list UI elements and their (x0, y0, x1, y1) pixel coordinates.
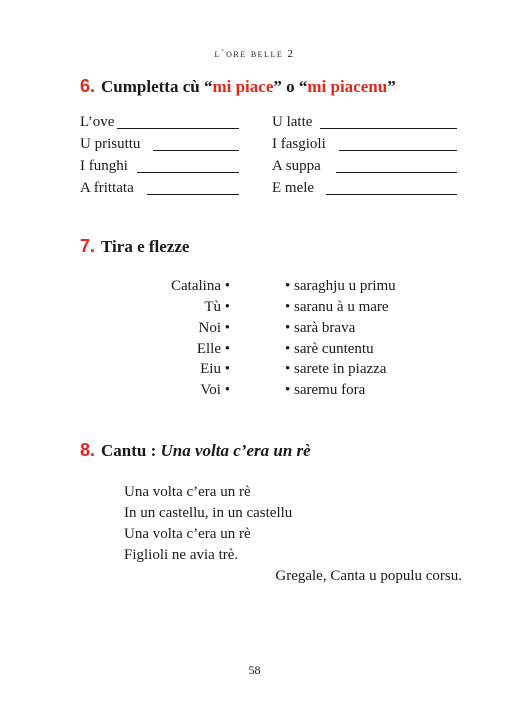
exercise-6-right-item: I fasgioli (272, 136, 326, 152)
exercise-6-right-item: E mele (272, 180, 315, 196)
bullet: • (285, 278, 291, 294)
match-left-item[interactable]: Voi • (200, 382, 230, 398)
exercise-8-title-text: Cantu : (101, 441, 161, 460)
song-line: Una volta c’era un rè (124, 484, 251, 500)
exercise-6-title (80, 76, 396, 97)
song-credit: Gregale, Canta u populu corsu. (275, 568, 462, 584)
exercise-6-title-post: ” (387, 77, 396, 96)
exercise-6-left-item: I funghi (80, 158, 128, 174)
blank-line[interactable] (326, 194, 457, 195)
bullet: • (285, 361, 291, 377)
exercise-7-title (80, 236, 189, 257)
bullet: • (224, 320, 230, 336)
match-right-item[interactable]: • sarè cuntentu (285, 341, 374, 357)
exercise-6-right-item: A suppa (272, 158, 321, 174)
match-right-item[interactable]: • sarà brava (285, 320, 356, 336)
bullet: • (285, 382, 291, 398)
exercise-7-title-text: Tira e flezze (101, 237, 190, 256)
running-header: l´ore belle 2 (214, 48, 295, 60)
blank-line[interactable] (117, 128, 239, 129)
exercise-8-number: 8. (80, 440, 96, 460)
match-right-item[interactable]: • saraghju u primu (285, 278, 396, 294)
exercise-8-title (80, 440, 311, 461)
match-right-item[interactable]: • sarete in piazza (285, 361, 387, 377)
song-line: Figlioli ne avia trè. (124, 547, 239, 563)
match-right-item[interactable]: • saremu fora (285, 382, 366, 398)
bullet: • (224, 382, 230, 398)
song-line: In un castellu, in un castellu (124, 505, 293, 521)
match-left-item[interactable]: Tù • (204, 299, 230, 315)
bullet: • (285, 320, 291, 336)
exercise-6-left-item: U prisuttu (80, 136, 141, 152)
bullet: • (224, 341, 230, 357)
page-number: 58 (248, 663, 261, 677)
bullet: • (224, 361, 230, 377)
match-left-item[interactable]: Eiu • (200, 361, 230, 377)
song-title: Una volta c’era un rè (160, 441, 311, 460)
match-left-item[interactable]: Noi • (198, 320, 230, 336)
match-left-item[interactable]: Catalina • (171, 278, 230, 294)
match-right-item[interactable]: • saranu à u mare (285, 299, 389, 315)
exercise-6-option-2: mi piacenu (307, 77, 388, 96)
blank-line[interactable] (147, 194, 239, 195)
blank-line[interactable] (339, 150, 457, 151)
bullet: • (224, 278, 230, 294)
exercise-6-number: 6. (80, 76, 96, 96)
exercise-7-number: 7. (80, 236, 96, 256)
bullet: • (224, 299, 230, 315)
exercise-6-option-1: mi piace (212, 77, 274, 96)
blank-line[interactable] (137, 172, 239, 173)
bullet: • (285, 341, 291, 357)
exercise-6-right-item: U latte (272, 114, 313, 130)
song-line: Una volta c’era un rè (124, 526, 251, 542)
exercise-6-title-pre: Cumpletta cù “ (101, 77, 213, 96)
match-left-item[interactable]: Elle • (196, 341, 230, 357)
blank-line[interactable] (336, 172, 457, 173)
blank-line[interactable] (153, 150, 239, 151)
bullet: • (285, 299, 291, 315)
blank-line[interactable] (320, 128, 457, 129)
exercise-6-title-mid: ” o “ (273, 77, 308, 96)
exercise-6-left-item: L’ove (80, 114, 115, 130)
exercise-6-left-item: A frittata (80, 180, 134, 196)
